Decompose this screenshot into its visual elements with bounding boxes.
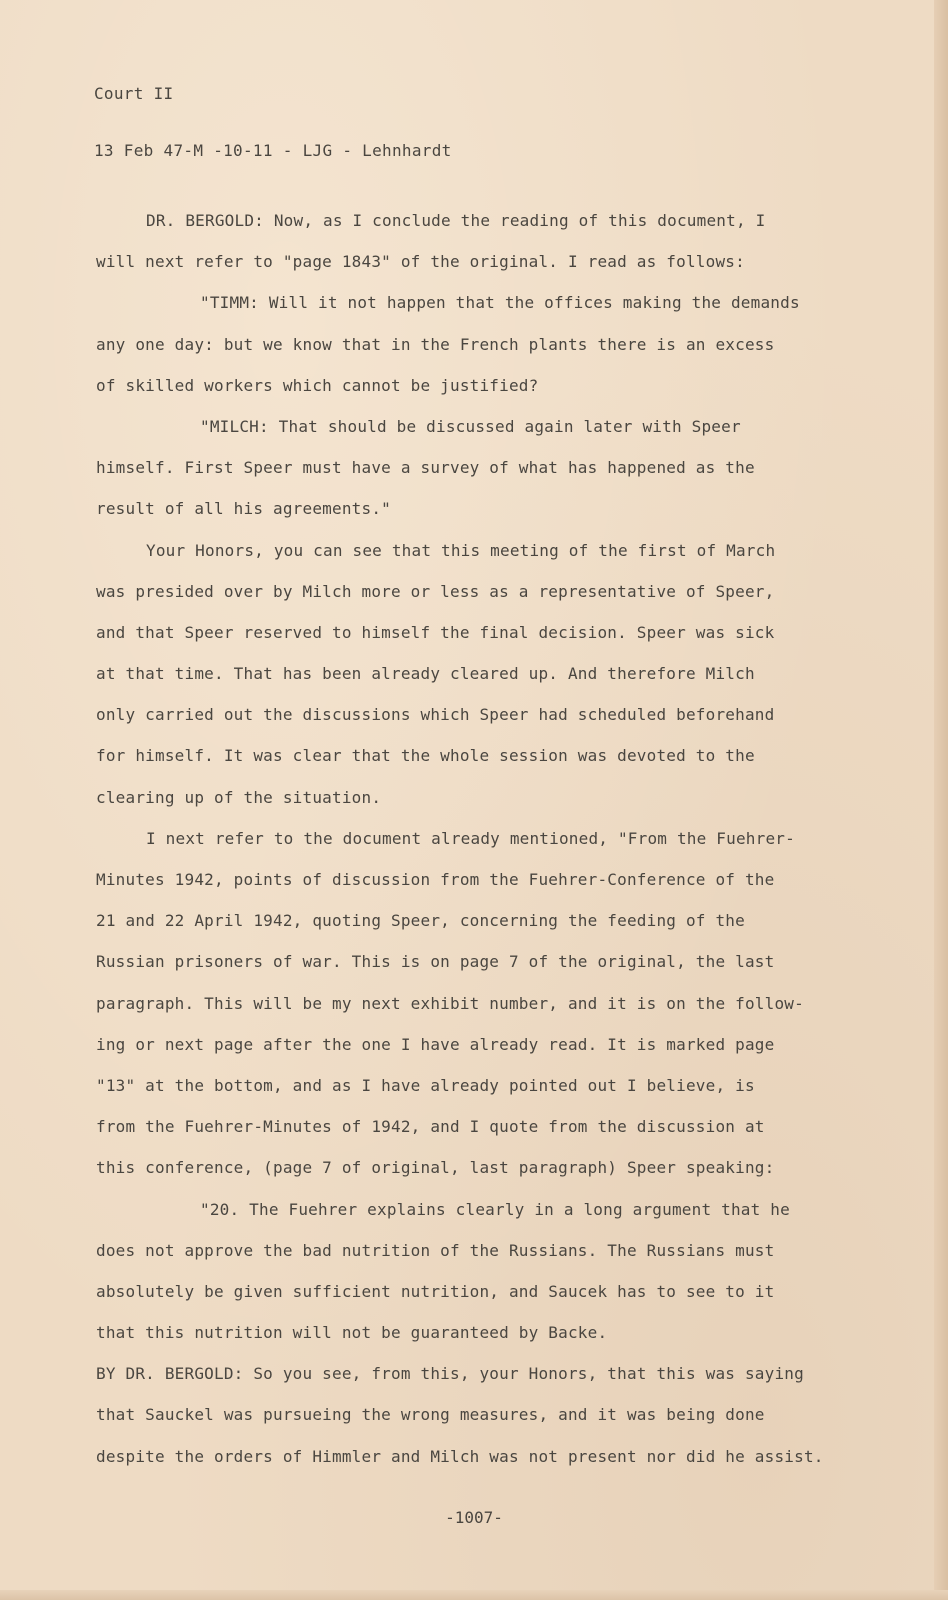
transcript-line: does not approve the bad nutrition of the Russians. The Russians must <box>96 1240 775 1260</box>
court-label: Court II <box>94 84 174 103</box>
transcript-line: himself. First Speer must have a survey of what has happened as the <box>96 458 755 478</box>
transcript-line: of skilled workers which cannot be justified? <box>96 375 539 395</box>
transcript-line: and that Speer reserved to himself the final decision. Speer was sick <box>96 622 775 642</box>
transcript-line: "13" at the bottom, and as I have already pointed out I believe, is <box>96 1075 755 1095</box>
paper-right-edge <box>934 0 948 1600</box>
transcript-line: BY DR. BERGOLD: So you see, from this, your Honors, that this was saying <box>96 1364 804 1384</box>
transcript-line: ing or next page after the one I have already read. It is marked page <box>96 1034 775 1054</box>
paper-bottom-edge <box>0 1590 948 1600</box>
transcript-line: this conference, (page 7 of original, last paragraph) Speer speaking: <box>96 1158 775 1178</box>
transcript-line: DR. BERGOLD: Now, as I conclude the reading of this document, I <box>146 211 766 230</box>
transcript-line: "20. The Fuehrer explains clearly in a long argument that he <box>200 1199 790 1219</box>
transcript-line: will next refer to "page 1843" of the original. I read as follows: <box>96 252 745 272</box>
transcript-line: for himself. It was clear that the whole session was devoted to the <box>96 746 755 766</box>
transcript-line: I next refer to the document already mentioned, "From the Fuehrer- <box>146 828 795 848</box>
transcript-line: 21 and 22 April 1942, quoting Speer, concerning the feeding of the <box>96 911 745 931</box>
transcript-line: despite the orders of Himmler and Milch was not present nor did he assist. <box>96 1446 824 1466</box>
transcript-line: paragraph. This will be my next exhibit number, and it is on the follow- <box>96 993 804 1013</box>
transcript-line: that Sauckel was pursueing the wrong measures, and it was being done <box>96 1405 765 1425</box>
transcript-line: was presided over by Milch more or less as a representative of Speer, <box>96 581 775 601</box>
transcript-line: Russian prisoners of war. This is on page 7 of the original, the last <box>96 952 775 972</box>
transcript-line: "TIMM: Will it not happen that the offices making the demands <box>200 293 800 313</box>
transcript-line: only carried out the discussions which Speer had scheduled beforehand <box>96 705 775 725</box>
transcript-line: Your Honors, you can see that this meeting of the first of March <box>146 540 776 560</box>
document-header <box>94 84 452 198</box>
transcript-line: Minutes 1942, points of discussion from the Fuehrer-Conference of the <box>96 870 775 889</box>
transcript-line: "MILCH: That should be discussed again later with Speer <box>200 416 741 436</box>
transcript-line: from the Fuehrer-Minutes of 1942, and I quote from the discussion at <box>96 1117 765 1137</box>
page-number: -1007- <box>445 1508 503 1527</box>
transcript-line: clearing up of the situation. <box>96 787 382 807</box>
transcript-body <box>96 200 886 1477</box>
transcript-line: result of all his agreements." <box>96 499 391 519</box>
transcript-line: absolutely be given sufficient nutrition, and Saucek has to see to it <box>96 1281 775 1301</box>
transcript-line: that this nutrition will not be guaranteed by Backe. <box>96 1323 608 1343</box>
session-line: 13 Feb 47-M -10-11 - LJG - Lehnhardt <box>94 141 452 161</box>
transcript-line: at that time. That has been already cleared up. And therefore Milch <box>96 664 755 684</box>
transcript-line: any one day: but we know that in the French plants there is an excess <box>96 334 775 354</box>
